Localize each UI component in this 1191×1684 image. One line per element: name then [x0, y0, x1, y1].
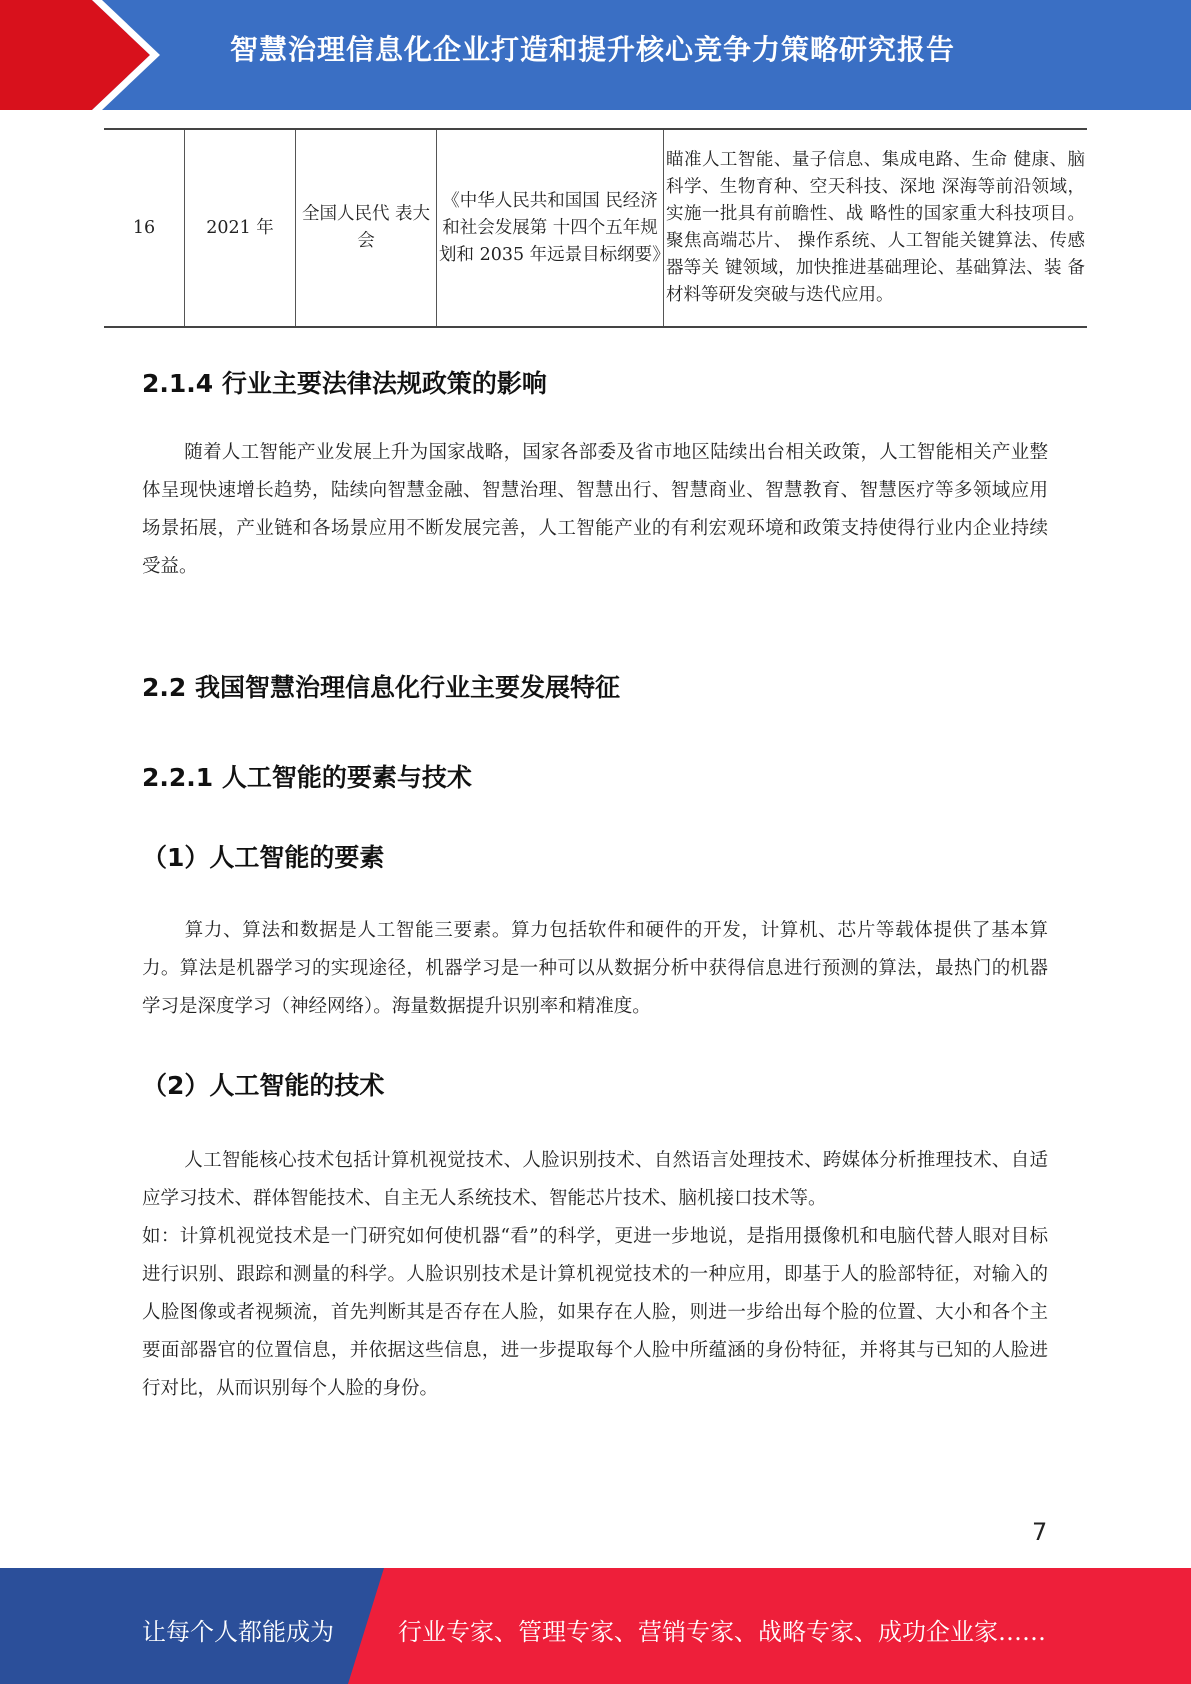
- page-header: [0, 0, 1191, 110]
- section-heading-2-2-1: 2.2.1 人工智能的要素与技术: [142, 763, 472, 792]
- section-paragraph-2-1-4: [142, 434, 1048, 586]
- header-title: 智慧治理信息化企业打造和提升核心竞争力策略研究报告: [230, 33, 956, 66]
- cell-issuer: 全国人民代 表大会: [296, 129, 437, 327]
- paragraph-text: 算力、算法和数据是人工智能三要素。算力包括软件和硬件的开发，计算机、芯片等载体提供了基本算力。算法是机器学习的实现途径，机器学习是一种可以从数据分析中获得信息进行预测的算法，最热门的机器学习是深度学习（神经网络）。海量数据提升识别率和精准度。: [142, 920, 1048, 1017]
- paragraph-text: 随着人工智能产业发展上升为国家战略，国家各部委及省市地区陆续出台相关政策，人工智能相关产业整体呈现快速增长趋势，陆续向智慧金融、智慧治理、智慧出行、智慧商业、智慧教育、智慧医疗等多领域应用场景拓展，产业链和各场景应用不断发展完善，人工智能产业的有利宏观环境和政策支持使得行业内企业持续受益。: [142, 442, 1048, 577]
- paragraph-text: 如：计算机视觉技术是一门研究如何使机器“看”的科学，更进一步地说，是指用摄像机和电脑代替人眼对目标进行识别、跟踪和测量的科学。人脸识别技术是计算机视觉技术的一种应用，即基于人的脸部特征，对输入的人脸图像或者视频流，首先判断其是否存在人脸，如果存在人脸，则进一步给出每个脸的位置、大小和各个主要面部器官的位置信息，并依据这些信息，进一步提取每个人脸中所蕴涵的身份特征，并将其与已知的人脸进行对比，从而识别每个人脸的身份。: [142, 1226, 1048, 1399]
- table-row: [104, 129, 1087, 327]
- page-footer: [0, 1568, 1191, 1684]
- section-heading-2-1-4: 2.1.4 行业主要法律法规政策的影响: [142, 369, 547, 398]
- section-heading-2-2: 2.2 我国智慧治理信息化行业主要发展特征: [142, 673, 620, 702]
- header-chevron-graphic: [0, 0, 170, 110]
- cell-number: 16: [104, 129, 185, 327]
- footer-slogan-right: 行业专家、管理专家、营销专家、战略专家、成功企业家……: [398, 1618, 1046, 1646]
- cell-document: 《中华人民共和国国 民经济和社会发展第 十四个五年规划和 2035 年远景目标纲要》: [437, 129, 664, 327]
- cell-content: 瞄准人工智能、量子信息、集成电路、生命 健康、脑科学、生物育种、空天科技、深地 深海等前沿领域，实施一批具有前瞻性、战 略性的国家重大科技项目。聚焦高端芯片、 操作系统、人工智能关键算法、传感器等关 键领域，加快推进基础理论、基础算法、装 备材料等研发突破与迭代应用。: [664, 129, 1088, 327]
- policy-table: [104, 128, 1087, 328]
- paragraph-elements: [142, 912, 1048, 1026]
- subheading-elements: （1）人工智能的要素: [142, 843, 385, 872]
- page-number: 7: [1032, 1518, 1048, 1546]
- subheading-technology: （2）人工智能的技术: [142, 1071, 385, 1100]
- cell-year: 2021 年: [185, 129, 296, 327]
- paragraph-text: 人工智能核心技术包括计算机视觉技术、人脸识别技术、自然语言处理技术、跨媒体分析推理技术、自适应学习技术、群体智能技术、自主无人系统技术、智能芯片技术、脑机接口技术等。: [142, 1150, 1048, 1209]
- footer-slogan-left: 让每个人都能成为: [142, 1618, 334, 1646]
- paragraph-technology: [142, 1142, 1048, 1408]
